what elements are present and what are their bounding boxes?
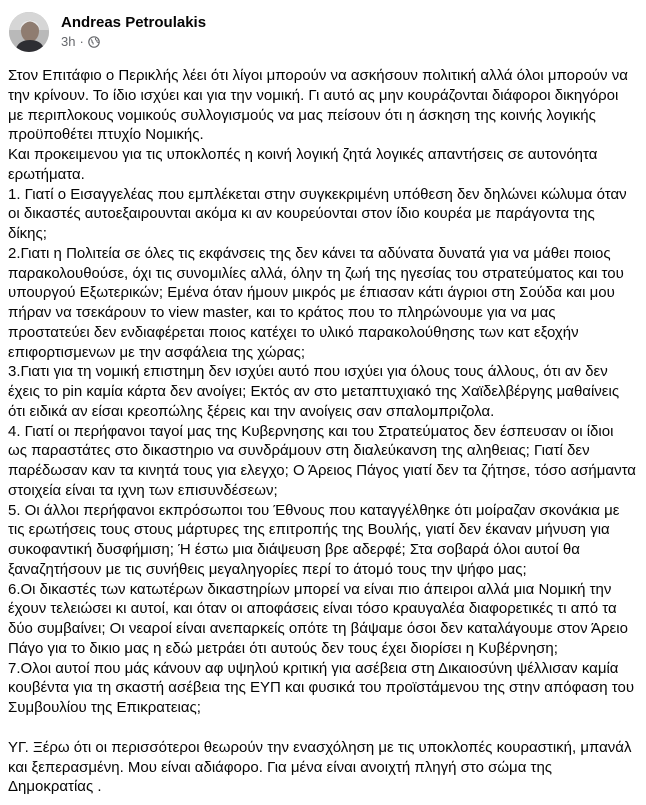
paragraph-question-1: 1. Γιατί ο Εισαγγελέας που εμπλέκεται στην συγκεκριμένη υπόθεση δεν δηλώνει κώλυμα όταν οι δικαστές αυτοεξαιρουνται ακόμα κι αν κουρεύονται στον ίδιο κουρέα με παράγοντα της δίκης; <box>8 185 627 242</box>
paragraph-gap <box>8 718 636 738</box>
avatar-photo-icon <box>9 12 49 52</box>
paragraph-question-2: 2.Γιατι η Πολιτεία σε όλες τις εκφάνσεις της δεν κάνει τα αδύνατα δυνατά για να μάθει ποιος παρακολουθούσε, όχι τις συνομιλίες αλλά, όλην τη ζωή της ηγεσίας του στρατεύματος και του υπουργού Εξωτερικών; Εμένα όταν ήμουν μικρός με έπιασαν κάτι άγριοι στη Σούδα και μου πήραν να τσεκάρουν το view master, και το κράτος που το πληρώνουμε για να μας προστατεύει δεν ενδιαφέρεται ποιος κατέχει το υλικό παρακολούθησης των κατ εξοχήν επιφορτισμενων με την ασφάλεια της χώρας; <box>8 244 624 361</box>
meta-separator: · <box>79 34 84 49</box>
paragraph-question-5: 5. Οι άλλοι περήφανοι εκπρόσωποι του Έθνους που καταγγέλθηκε ότι μοίραζαν σκονάκια με τις ερωτήσεις τους στους μάρτυρες της επιτροπής της Βουλής, γιατί δεν έκαναν μήνυση για συκοφαντική δυσφήμιση; Ή έστω μια διάψευση βρε αδερφέ; Στα σοβαρά όλοι αυτοί θα ξαναζητήσουν με τις συνήθεις μεγαληγορίες περί το άτομό τους την ψήφο μας; <box>8 501 620 578</box>
post-time[interactable]: 3h <box>61 34 76 49</box>
author-name[interactable]: Andreas Petroulakis <box>61 14 207 31</box>
globe-icon[interactable] <box>88 36 100 48</box>
paragraph-question-7: 7.Ολοι αυτοί που μάς κάνουν αφ υψηλού κριτική για ασέβεια στη Δικαιοσύνη ψέλλισαν καμία κουβέντα για τη σκαστή ασέβεια της ΕΥΠ και φυσικά του προϊστάμενου της στην απόφαση του Συμβουλίου της Επικρατειας; <box>8 659 635 716</box>
paragraph-question-3: 3.Γιατι για τη νομική επιστημη δεν ισχύει αυτό που ισχύει για όλους τους άλλους, ότι αν δεν έχεις το pin καμία κάρτα δεν ανοίγει; Εκτός αν στο μεταπτυχιακό της Χαϊδελβέργης μαθαίνεις ότι ειδικά αν είσαι κρεοπώλης ξέρεις και την ανοίγεις σαν σπαλομπριζολα. <box>8 363 620 420</box>
paragraph-question-4: 4. Γιατί οι περήφανοι ταγοί μας της Κυβερνησης και του Στρατεύματος δεν έσπευσαν οι ίδιοι ως παραστάτες στο δικαστηριο να συνδράμουν στη διαλεύκανση της αληθειας; Γιατί δεν παρέδωσαν καν τα κινητά τους για ελεγχο; Ο Άρειος Πάγος γιατί δεν τα ζήτησε, τόσο ασήμαντα στοιχεία είναι τα ιχνη των επισυνδέσεων; <box>8 422 636 499</box>
paragraph-intro: Στον Επιτάφιο ο Περικλής λέει ότι λίγοι μπορούν να ασκήσουν πολιτική αλλά όλοι μπορούν να την κρίνουν. Το ίδιο ισχύει και για την νομική. Γι αυτό ας μην κουράζονται διάφοροι δικηγόροι με περιπλοκους νομικούς συλλογισμούς να μας πείσουν ότι η άσκηση της κοινής λογικής προϋποθέτει πτυχίο Νομικής. <box>8 67 628 144</box>
post-meta <box>61 33 206 51</box>
post-header <box>9 11 206 53</box>
avatar[interactable] <box>9 12 49 52</box>
paragraph-questions-intro: Και προκειμενου για τις υποκλοπές η κοινή λογική ζητά λογικές απαντήσεις σε αυτονόητα ερωτήματα. <box>8 146 598 183</box>
post-body <box>8 66 636 797</box>
author-block <box>61 13 206 51</box>
paragraph-question-6: 6.Οι δικαστές των κατωτέρων δικαστηρίων μπορεί να είναι πιο άπειροι αλλά μια Νομική την έχουν τελειώσει κι αυτοί, και όταν οι αποφάσεις είναι τόσο κραυγαλέα διαφορετικές τι από τα δύο συμβαίνει; Οι νεαροί είναι ανεπαρκείς οπότε τη βάψαμε όσοι δεν καταλάγουμε στον Άρειο Πάγο για το δικιο μας η εδώ μετράει ότι αυτούς δεν τους έχει διορίσει η Κυβέρνηση; <box>8 580 628 657</box>
paragraph-postscript: ΥΓ. Ξέρω ότι οι περισσότεροι θεωρούν την ενασχόληση με τις υποκλοπές κουραστική, μπανάλ και ξεπερασμένη. Μου είναι αδιάφορο. Για μένα είναι ανοιχτή πληγή στο σώμα της Δημοκρατίας . <box>8 738 632 796</box>
